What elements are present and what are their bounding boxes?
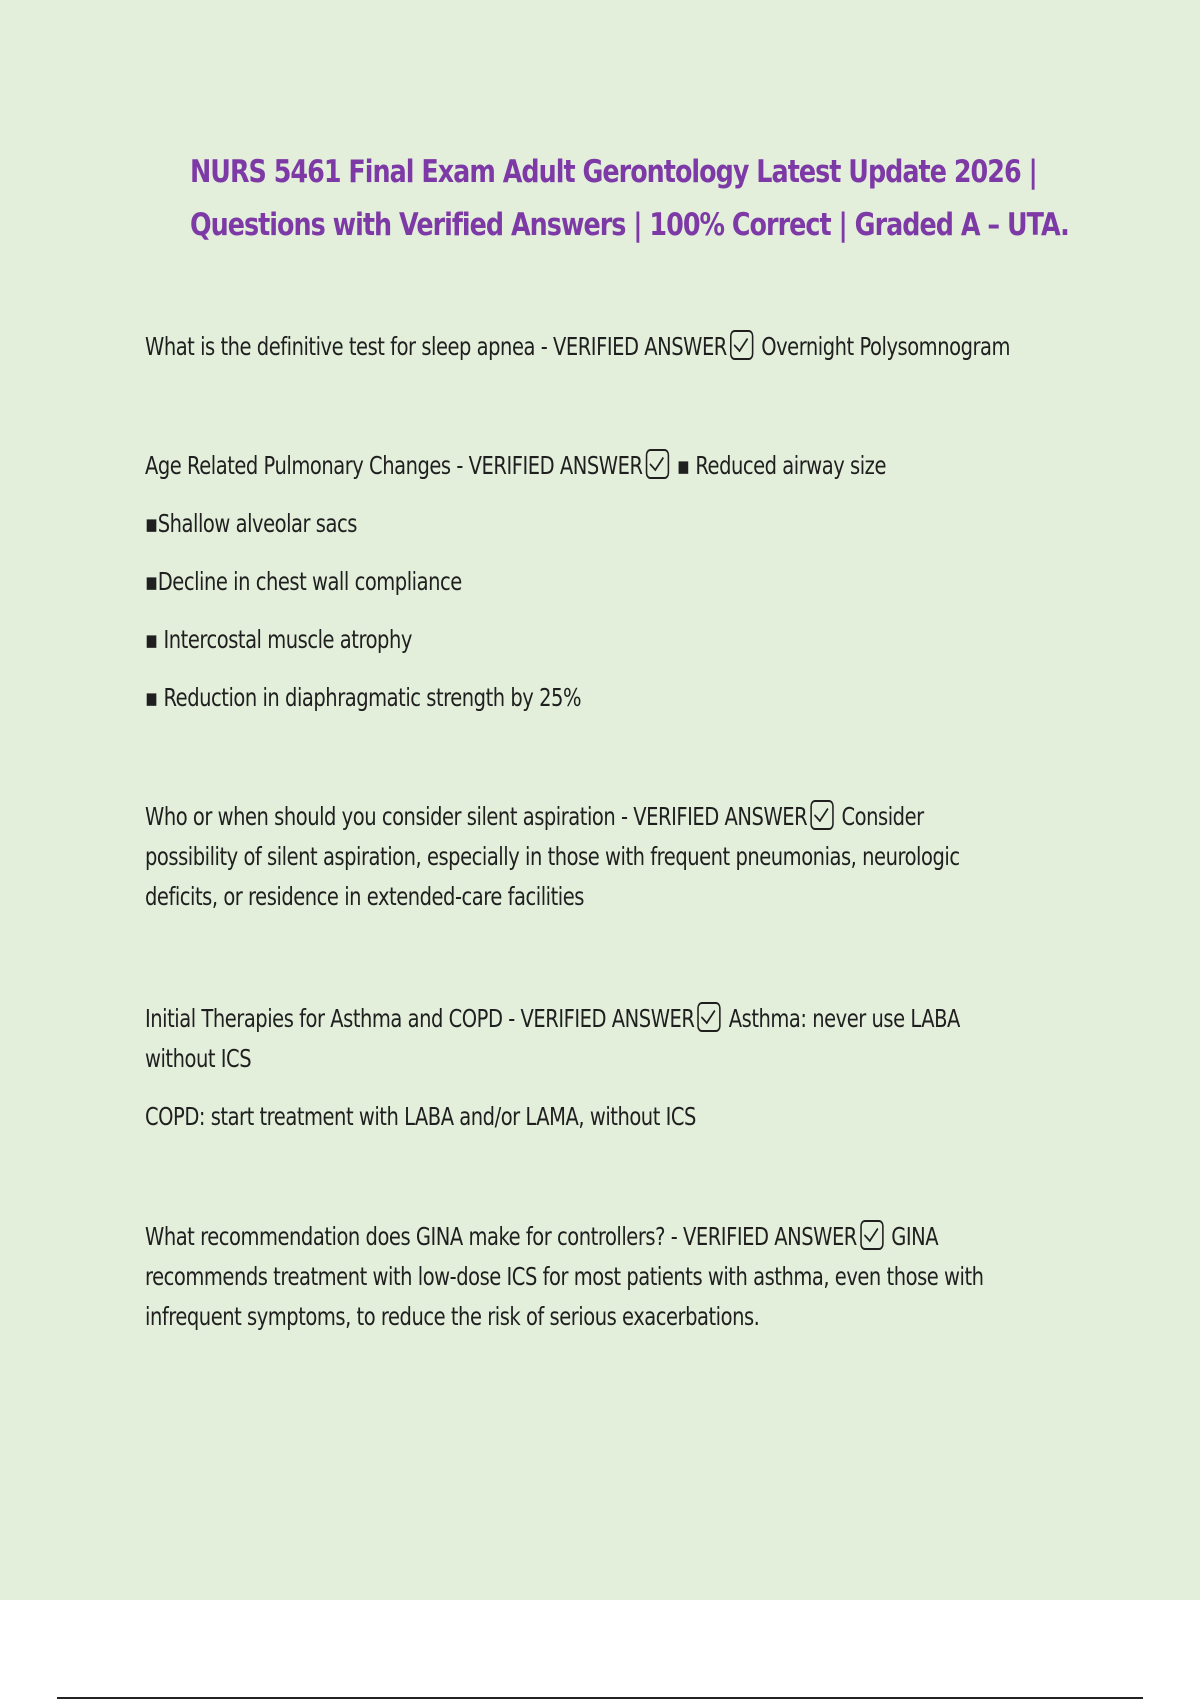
answer-text: Asthma: never use LABA	[728, 1004, 960, 1033]
bullet-item: ▪Shallow alveolar sacs	[145, 509, 357, 538]
answer-text: Consider	[841, 802, 924, 831]
answer-extra-line: COPD: start treatment with LABA and/or LAMA, without ICS	[145, 1102, 696, 1131]
qa-item-asthma-copd	[145, 999, 1058, 1137]
checkbox-check-icon	[698, 1002, 721, 1032]
verified-label: VERIFIED ANSWER	[520, 1004, 695, 1033]
qa-line	[145, 1217, 1058, 1257]
answer-continuation: infrequent symptoms, to reduce the risk of serious exacerbations.	[145, 1302, 760, 1331]
qa-item-pulmonary-changes	[145, 446, 1058, 718]
document-title	[190, 146, 1069, 252]
qa-line	[145, 999, 1058, 1039]
question-text: Age Related Pulmonary Changes -	[145, 451, 469, 480]
answer-continuation: deficits, or residence in extended-care facilities	[145, 882, 584, 911]
checkbox-check-icon	[810, 800, 833, 830]
answer-continuation: recommends treatment with low-dose ICS for most patients with asthma, even those with	[145, 1262, 984, 1291]
question-text: Initial Therapies for Asthma and COPD -	[145, 1004, 521, 1033]
question-text: What recommendation does GINA make for controllers? -	[145, 1222, 683, 1251]
qa-item-sleep-apnea	[145, 327, 1058, 367]
verified-label: VERIFIED ANSWER	[682, 1222, 857, 1251]
verified-label: VERIFIED ANSWER	[552, 332, 727, 361]
answer-text: ▪ Reduced airway size	[676, 451, 886, 480]
verified-label: VERIFIED ANSWER	[633, 802, 808, 831]
answer-continuation: without ICS	[145, 1044, 252, 1073]
bullet-item: ▪ Intercostal muscle atrophy	[145, 625, 412, 654]
bullet-item: ▪Decline in chest wall compliance	[145, 567, 462, 596]
bullet-item: ▪ Reduction in diaphragmatic strength by 25%	[145, 683, 582, 712]
qa-line	[145, 797, 1058, 837]
qa-line	[145, 446, 1058, 486]
checkbox-check-icon	[730, 330, 753, 360]
answer-text: Overnight Polysomnogram	[761, 332, 1011, 361]
qa-item-gina-controllers	[145, 1217, 1058, 1337]
question-text: What is the definitive test for sleep apnea -	[145, 332, 553, 361]
qa-item-silent-aspiration	[145, 797, 1058, 917]
question-text: Who or when should you consider silent aspiration -	[145, 802, 634, 831]
checkbox-check-icon	[646, 449, 669, 479]
document-title-line: NURS 5461 Final Exam Adult Gerontology Latest Update 2026 |	[190, 154, 1037, 190]
qa-line	[145, 327, 1058, 367]
footer-divider	[57, 1697, 1143, 1699]
answer-continuation: possibility of silent aspiration, especially in those with frequent pneumonias, neurologic	[145, 842, 960, 871]
verified-label: VERIFIED ANSWER	[468, 451, 643, 480]
answer-text: GINA	[891, 1222, 939, 1251]
document-title-line: Questions with Verified Answers | 100% Correct | Graded A – UTA.	[190, 207, 1069, 243]
checkbox-check-icon	[860, 1220, 883, 1250]
